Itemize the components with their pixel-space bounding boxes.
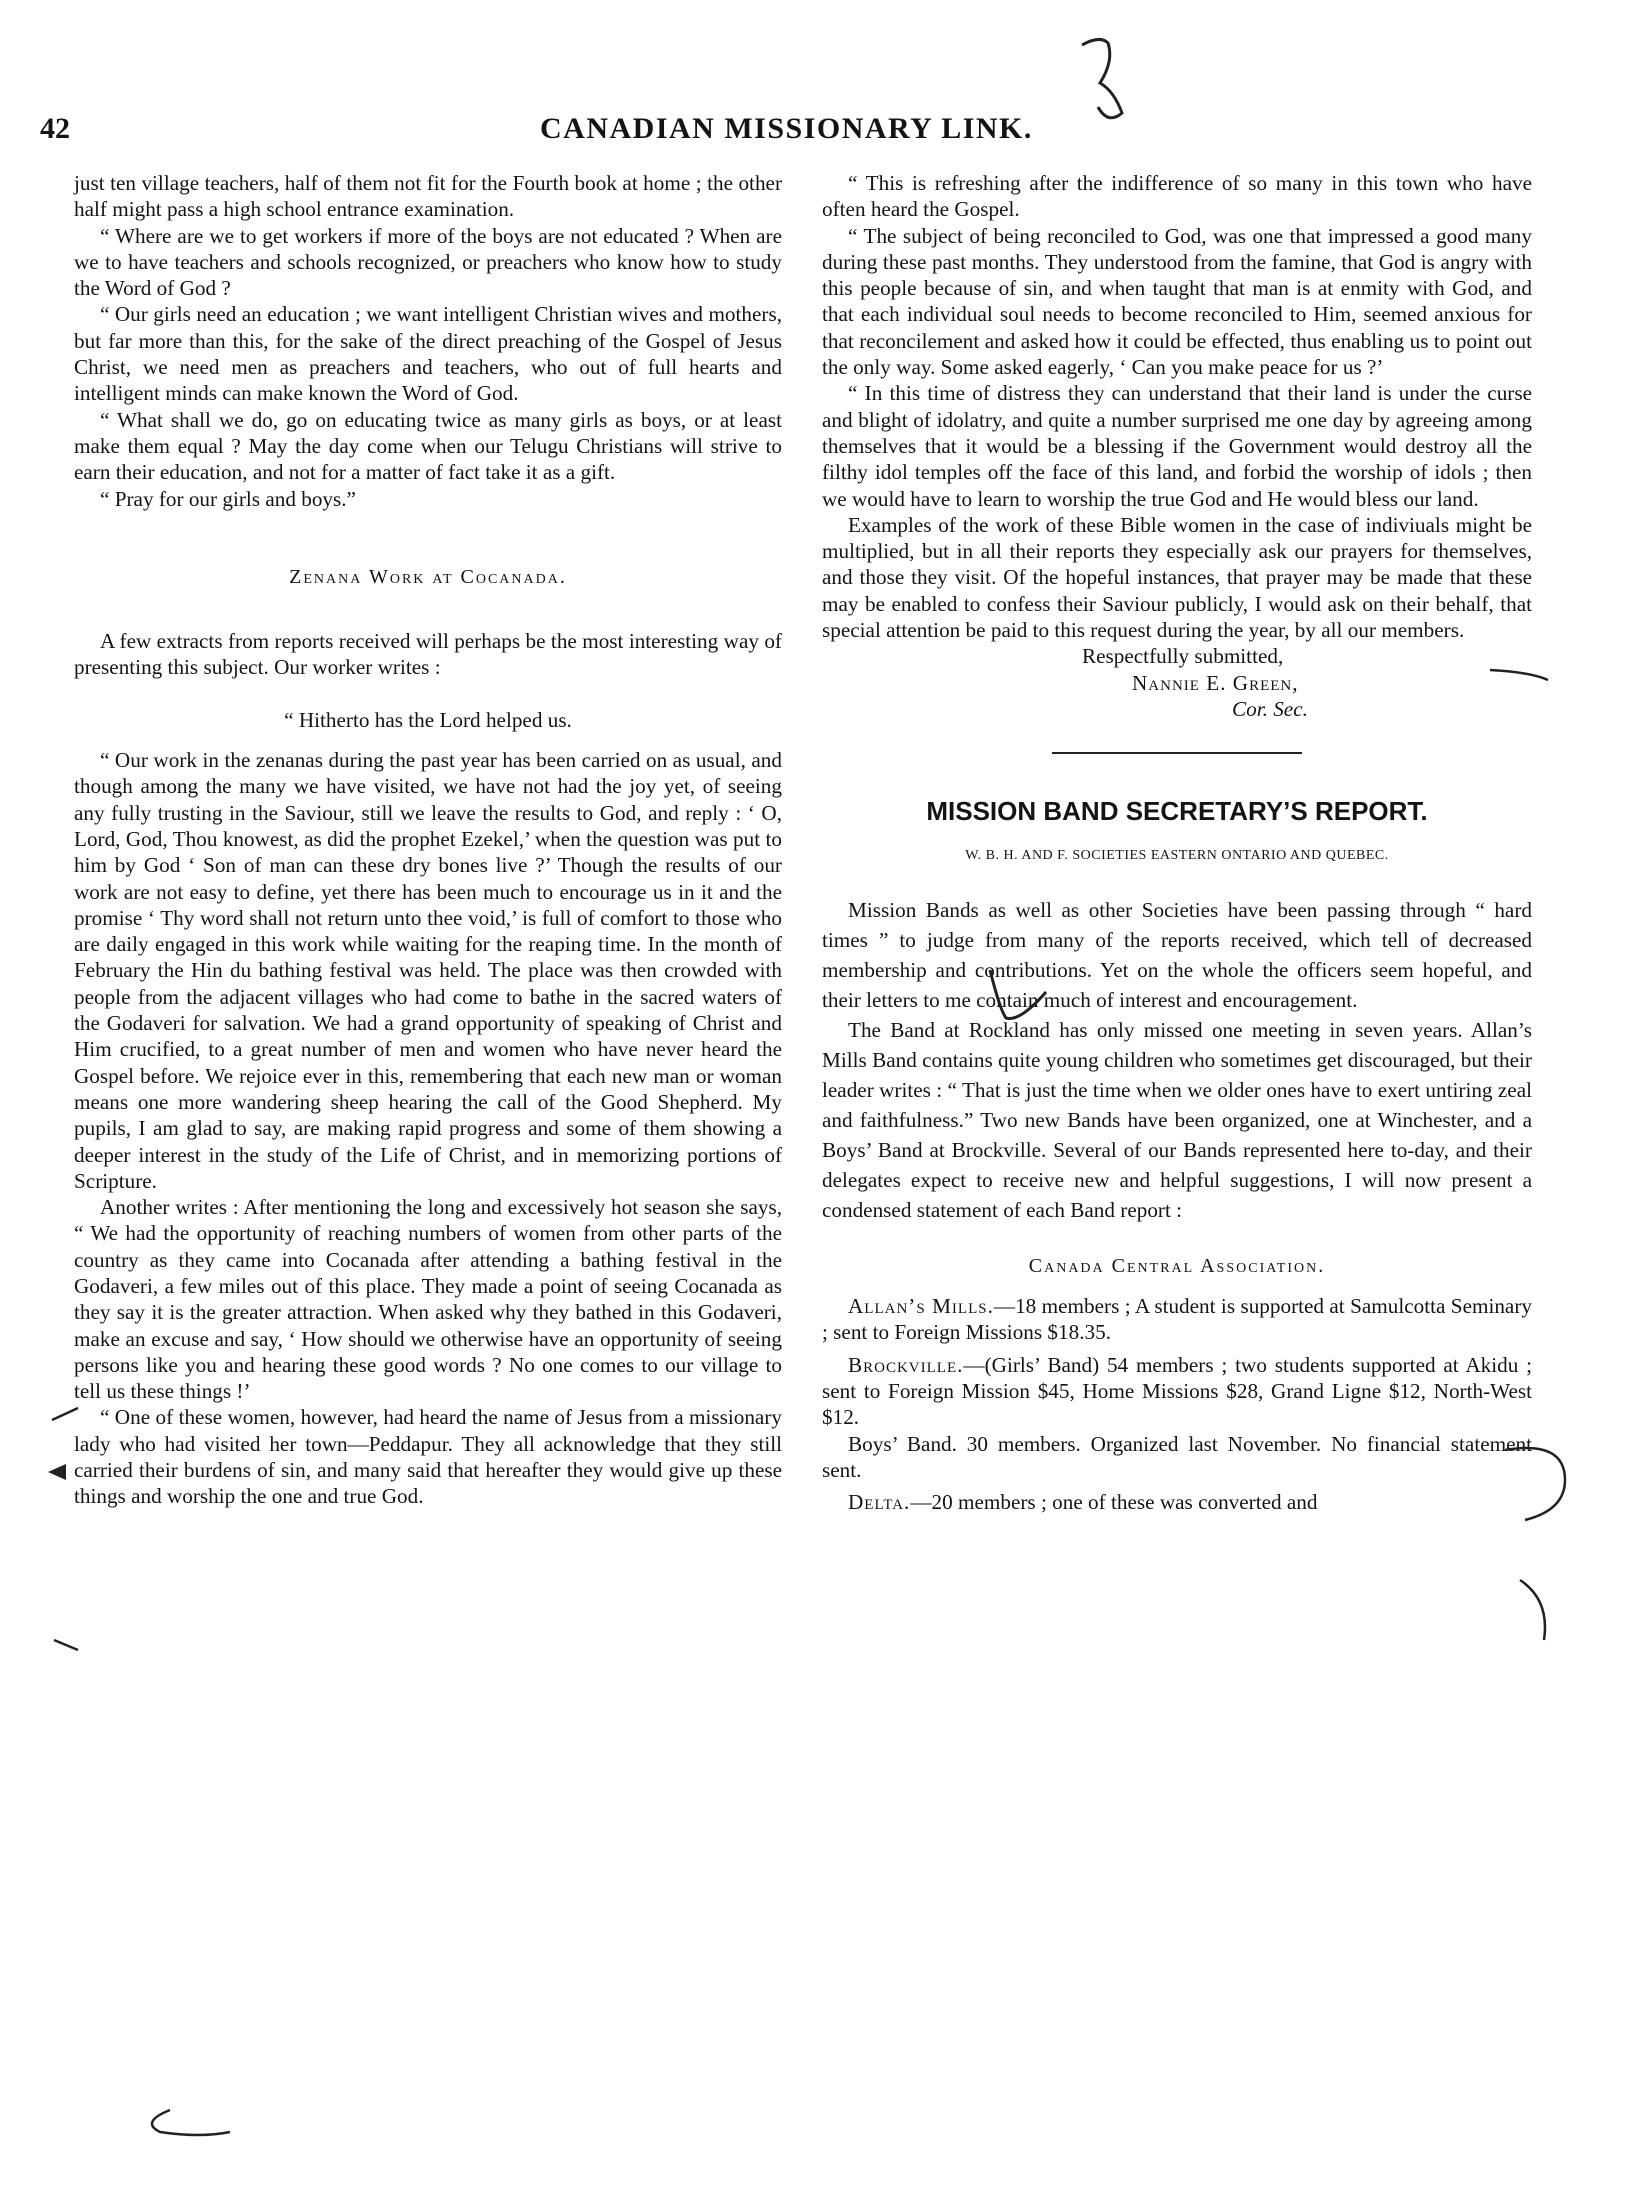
page-number: 42	[40, 112, 70, 145]
section-heading: Zenana Work at Cocanada.	[289, 565, 567, 588]
running-title: CANADIAN MISSIONARY LINK.	[540, 112, 1033, 145]
paragraph: A few extracts from reports received will perhaps be the most interesting way of presenting this subject. Our worker writes :	[74, 629, 782, 680]
band-name: Brockville.	[848, 1352, 964, 1377]
left-column	[74, 170, 782, 1510]
signoff: Respectfully submitted,	[1082, 644, 1284, 669]
band-text: —(Girls’ Band) 54 members ; two students supported at Akidu ; sent to Foreign Mission $45, Home Missions $28, Grand Ligne $12, North-West $12.	[822, 1352, 1532, 1430]
quote-heading: “ Hitherto has the Lord helped us.	[284, 707, 572, 732]
band-text: —20 members ; one of these was converted and	[910, 1490, 1318, 1515]
band-text: —18 members ; A student is supported at Samulcotta Seminary ; sent to Foreign Missions $18.35.	[822, 1294, 1532, 1345]
band-entry	[822, 1293, 1532, 1346]
section-divider	[1052, 752, 1302, 754]
paragraph: “ Our work in the zenanas during the past year has been carried on as usual, and though among the many we have visited, we have not had the joy yet, of seeing any fully trusting in the Saviour, still we leave the results to God, and reply : ‘ O, Lord, God, Thou knowest, as did the prophet Ezekel,’ when the question was put to him by God ‘ Son of man can these dry bones live ?’ Though the results of our work are not easy to define, yet there has been much to encourage us in it and the promise ‘ Thy word shall not return unto thee void,’ is full of comfort to those who are daily engaged in this work while waiting for the reaping time. In the month of February the Hin du bathing festival was held. The place was then crowded with people from the adjacent villages who had come to bathe in the sacred waters of the Godaveri for salvation. We had a grand opportunity of speaking of Christ and Him crucified, to a great number of men and women who have never heard the Gospel before. We rejoice ever in this, remembering that each new man or woman means one more wandering sheep hearing the call of the Good Shepherd. My pupils, I am glad to say, are making rapid progress and some of them showing a deeper interest in the study of the Life of Christ, and in memorizing portions of Scripture.	[74, 748, 782, 1193]
paragraph: just ten village teachers, half of them not fit for the Fourth book at home ; the other half might pass a high school entrance examination.	[74, 171, 782, 222]
paragraph: “ In this time of distress they can understand that their land is under the curse and blight of idolatry, and quite a number surprised me one day by agreeing among themselves that it would be a blessing if the Government would destroy all the filthy idol temples off the face of this land, and forbid the worship of idols ; then we would have to learn to worship the true God and He would bless our land.	[822, 381, 1532, 511]
association-heading: Canada Central Association.	[1028, 1254, 1326, 1277]
signature-name: Nannie E. Green,	[1132, 670, 1299, 695]
paragraph: “ Our girls need an education ; we want intelligent Christian wives and mothers, but far more than this, for the sake of the direct preaching of the Gospel of Jesus Christ, we need men as preachers and teachers, who out of full hearts and intelligent minds can make known the Word of God.	[74, 302, 782, 406]
band-name: Allan’s Mills.	[848, 1294, 994, 1319]
pencil-bottom-mark	[152, 2110, 230, 2135]
right-column	[822, 170, 1532, 1516]
margin-arrow-mark	[48, 1464, 66, 1480]
band-entry: Boys’ Band. 30 members. Organized last November. No financial statement sent.	[822, 1431, 1532, 1482]
band-entry	[822, 1489, 1532, 1515]
signature-title: Cor. Sec.	[1232, 696, 1308, 721]
pencil-mark-top	[1082, 39, 1122, 117]
paragraph: “ The subject of being reconciled to God, was one that impressed a good many during these past months. They understood from the famine, that God is angry with this people because of sin, and when taught that man is at enmity with God, and that each individual soul needs to become reconciled to Him, seemed anxious for that reconcilement and asked how it could be effected, thus enabling us to point out the only way. Some asked eagerly, ‘ Can you make peace for us ?’	[822, 223, 1532, 380]
paragraph: “ One of these women, however, had heard the name of Jesus from a missionary lady who had visited her town—Peddapur. They all acknowledge that they still carried their burdens of sin, and many said that hereafter they would give up these things and worship the one and true God.	[74, 1405, 782, 1509]
paragraph: Another writes : After mentioning the long and excessively hot season she says, “ We had the opportunity of reaching numbers of women from other parts of the country as they came into Cocanada after attending a bathing festival in the Godaveri, a few miles out of this place. They made a point of seeing Cocanada as they say it is the greater attraction. When asked why they bathed in this Godaveri, make an excuse and say, ‘ How should we otherwise have an opportunity of seeing persons like you and hearing these good words ? No one comes to our village to tell us these things !’	[74, 1195, 782, 1404]
paragraph: The Band at Rockland has only missed one meeting in seven years. Allan’s Mills Band contains quite young children who sometimes get discouraged, but their leader writes : “ That is just the time when we older ones have to exert untiring zeal and faithfulness.” Two new Bands have been organized, one at Winchester, and a Boys’ Band at Brockville. Several of our Bands represented here to-day, and their delegates expect to receive new and helpful suggestions, I will now present a condensed statement of each Band report :	[822, 1017, 1532, 1222]
paragraph: “ Where are we to get workers if more of the boys are not educated ? When are we to have teachers and schools recognized, or preachers who know how to study the Word of God ?	[74, 223, 782, 301]
paragraph: Examples of the work of these Bible women in the case of indiviuals might be multiplied, but in all their reports they especially ask our prayers for themselves, and those they visit. Of the hopeful instances, that prayer may be made that these may be enabled to confess their Saviour publicly, I would ask on their behalf, that special attention be paid to this request during the year, by all our members.	[822, 512, 1532, 643]
band-name: Delta.	[848, 1490, 911, 1515]
paragraph: “ Pray for our girls and boys.”	[100, 486, 356, 511]
pencil-bracket-mark-2	[1520, 1580, 1545, 1640]
section-subtitle: W. B. H. AND F. SOCIETIES EASTERN ONTARIO AND QUEBEC.	[965, 847, 1389, 863]
paragraph: “ This is refreshing after the indifference of so many in this town who have often heard the Gospel.	[822, 171, 1532, 222]
band-entry	[822, 1352, 1532, 1431]
page-header	[40, 112, 1540, 160]
paragraph: “ What shall we do, go on educating twice as many girls as boys, or at least make them equal ? May the day come when our Telugu Christians will strive to earn their education, and not for a matter of fact take it as a gift.	[74, 407, 782, 485]
paragraph: Mission Bands as well as other Societies have been passing through “ hard times ” to judge from many of the reports received, which tell of decreased membership and contributions. Yet on the whole the officers seem hopeful, and their letters to me contain much of interest and encouragement.	[822, 897, 1532, 1012]
section-title: MISSION BAND SECRETARY’S REPORT.	[926, 796, 1428, 827]
